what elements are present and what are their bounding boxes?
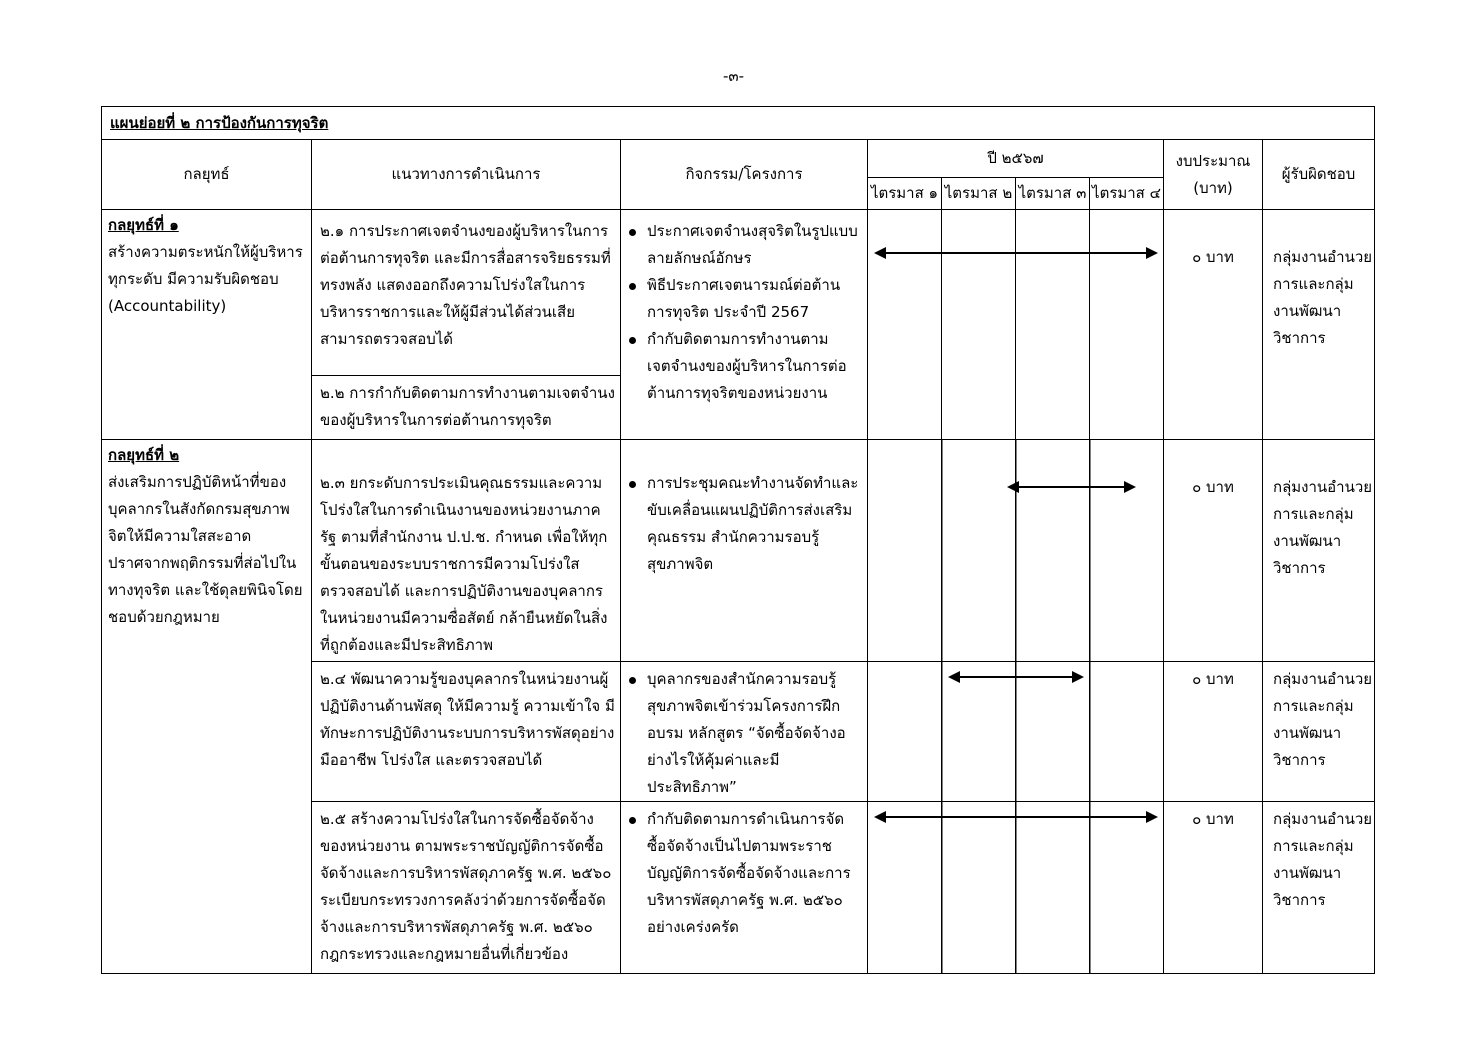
header-owner: ผู้รับผิดชอบ <box>1263 140 1375 210</box>
page-number: -๓- <box>722 67 745 85</box>
header-guideline: แนวทางการดำเนินการ <box>312 140 621 210</box>
timeline-arrow <box>1009 486 1134 488</box>
timeline-q3-s1 <box>1016 210 1090 440</box>
timeline-arrow <box>950 676 1082 678</box>
plan-title: แผนย่อยที่ ๒ การป้องกันการทุจริต <box>110 113 329 132</box>
activity-list <box>627 666 863 801</box>
strategy-1-name: กลยุทธ์ที่ ๑ <box>108 216 179 234</box>
plan-table <box>101 106 1375 974</box>
timeline-q4-s1 <box>1090 210 1164 440</box>
guideline-2-1: ๒.๑ การประกาศเจตจำนงของผู้บริหารในการต่อต้านการทุจริต และมีการสื่อสารจริยธรรมที่ทรงพลัง แสดงออกถึงความโปร่งใสในการบริหารราชการและให้ผู้มีส่วนได้ส่วนเสียสามารถตรวจสอบได้ <box>312 210 621 376</box>
header-quarter-3: ไตรมาส ๓ <box>1016 178 1090 210</box>
header-budget: งบประมาณ (บาท) <box>1164 140 1263 210</box>
timeline-row-2-4 <box>868 662 1164 802</box>
header-quarter-2: ไตรมาส ๒ <box>942 178 1016 210</box>
activity-list <box>627 470 863 578</box>
timeline-q1-s1 <box>868 210 942 440</box>
timeline-q2-s1 <box>942 210 1016 440</box>
timeline-row-2-3 <box>868 440 1164 662</box>
list-item: พิธีประกาศเจตนารมณ์ต่อต้านการทุจริต ประจำปี 2567 <box>627 272 863 326</box>
budget-2-3: ๐ บาท <box>1164 440 1263 662</box>
owner-2-3: กลุ่มงานอำนวยการและกลุ่มงานพัฒนาวิชาการ <box>1263 440 1375 662</box>
guideline-2-3: ๒.๓ ยกระดับการประเมินคุณธรรมและความโปร่งใสในการดำเนินงานของหน่วยงานภาครัฐ ตามที่สำนักงาน ป.ป.ช. กำหนด เพื่อให้ทุกขั้นตอนของระบบราชการมีความโปร่งใส ตรวจสอบได้ และการปฏิบัติงานของบุคลากรในหน่วยงานมีความซื่อสัตย์ กล้ายืนหยัดในสิ่งที่ถูกต้องและมีประสิทธิภาพ <box>312 440 621 662</box>
strategy-2-name: กลยุทธ์ที่ ๒ <box>108 446 180 464</box>
timeline-arrow <box>876 252 1156 254</box>
header-year: ปี ๒๕๖๗ <box>868 140 1164 178</box>
list-item: กำกับติดตามการดำเนินการจัดซื้อจัดจ้างเป็นไปตามพระราชบัญญัติการจัดซื้อจัดจ้างและการบริหารพัสดุภาครัฐ พ.ศ. ๒๕๖๐ อย่างเคร่งครัด <box>627 806 863 941</box>
activities-2-5 <box>621 802 868 974</box>
header-quarter-4: ไตรมาส ๔ <box>1090 178 1164 210</box>
timeline-row-2-5 <box>868 802 1164 974</box>
list-item: ประกาศเจตจำนงสุจริตในรูปแบบลายลักษณ์อักษร <box>627 218 863 272</box>
budget-2-5: ๐ บาท <box>1164 802 1263 974</box>
guideline-2-5: ๒.๕ สร้างความโปร่งใสในการจัดซื้อจัดจ้างของหน่วยงาน ตามพระราชบัญญัติการจัดซื้อจัดจ้างและการบริหารพัสดุภาครัฐ พ.ศ. ๒๕๖๐ ระเบียบกระทรวงการคลังว่าด้วยการจัดซื้อจัดจ้างและการบริหารพัสดุภาครัฐ พ.ศ. ๒๕๖๐ กฎกระทรวงและกฎหมายอื่นที่เกี่ยวข้อง <box>312 802 621 974</box>
plan-title-cell <box>102 107 1375 140</box>
activity-list <box>627 218 863 407</box>
strategy-2-cell <box>102 440 312 974</box>
strategy-2-desc: ส่งเสริมการปฏิบัติหน้าที่ของบุคลากรในสังกัดกรมสุขภาพจิตให้มีความใสสะอาด ปราศจากพฤติกรรมที่ส่อไปในทางทุจริต และใช้ดุลยพินิจโดยชอบด้วยกฎหมาย <box>108 473 303 626</box>
list-item: กำกับติดตามการทำงานตามเจตจำนงของผู้บริหารในการต่อต้านการทุจริตของหน่วยงาน <box>627 326 863 407</box>
header-quarter-1: ไตรมาส ๑ <box>868 178 942 210</box>
timeline-arrow <box>876 816 1156 818</box>
strategy-1-activities <box>621 210 868 440</box>
budget-2-4: ๐ บาท <box>1164 662 1263 802</box>
header-activities: กิจกรรม/โครงการ <box>621 140 868 210</box>
activities-2-4 <box>621 662 868 802</box>
owner-2-5: กลุ่มงานอำนวยการและกลุ่มงานพัฒนาวิชาการ <box>1263 802 1375 974</box>
strategy-1-desc: สร้างความตระหนักให้ผู้บริหารทุกระดับ มีความรับผิดชอบ (Accountability) <box>108 243 303 315</box>
budget-s1: ๐ บาท <box>1164 210 1263 440</box>
list-item: บุคลากรของสำนักความรอบรู้สุขภาพจิตเข้าร่วมโครงการฝึกอบรม หลักสูตร “จัดซื้อจัดจ้างอย่างไรให้คุ้มค่าและมีประสิทธิภาพ” <box>627 666 863 801</box>
activities-2-3 <box>621 440 868 662</box>
owner-s1: กลุ่มงานอำนวยการและกลุ่มงานพัฒนาวิชาการ <box>1263 210 1375 440</box>
guideline-2-2: ๒.๒ การกำกับติดตามการทำงานตามเจตจำนงของผู้บริหารในการต่อต้านการทุจริต <box>312 376 621 440</box>
list-item: การประชุมคณะทำงานจัดทำและขับเคลื่อนแผนปฏิบัติการส่งเสริมคุณธรรม สำนักความรอบรู้สุขภาพจิต <box>627 470 863 578</box>
strategy-1-cell <box>102 210 312 440</box>
header-strategy: กลยุทธ์ <box>102 140 312 210</box>
owner-2-4: กลุ่มงานอำนวยการและกลุ่มงานพัฒนาวิชาการ <box>1263 662 1375 802</box>
activity-list <box>627 806 863 941</box>
guideline-2-4: ๒.๔ พัฒนาความรู้ของบุคลากรในหน่วยงานผู้ปฏิบัติงานด้านพัสดุ ให้มีความรู้ ความเข้าใจ มีทักษะการปฏิบัติงานระบบการบริหารพัสดุอย่างมืออาชีพ โปร่งใส และตรวจสอบได้ <box>312 662 621 802</box>
